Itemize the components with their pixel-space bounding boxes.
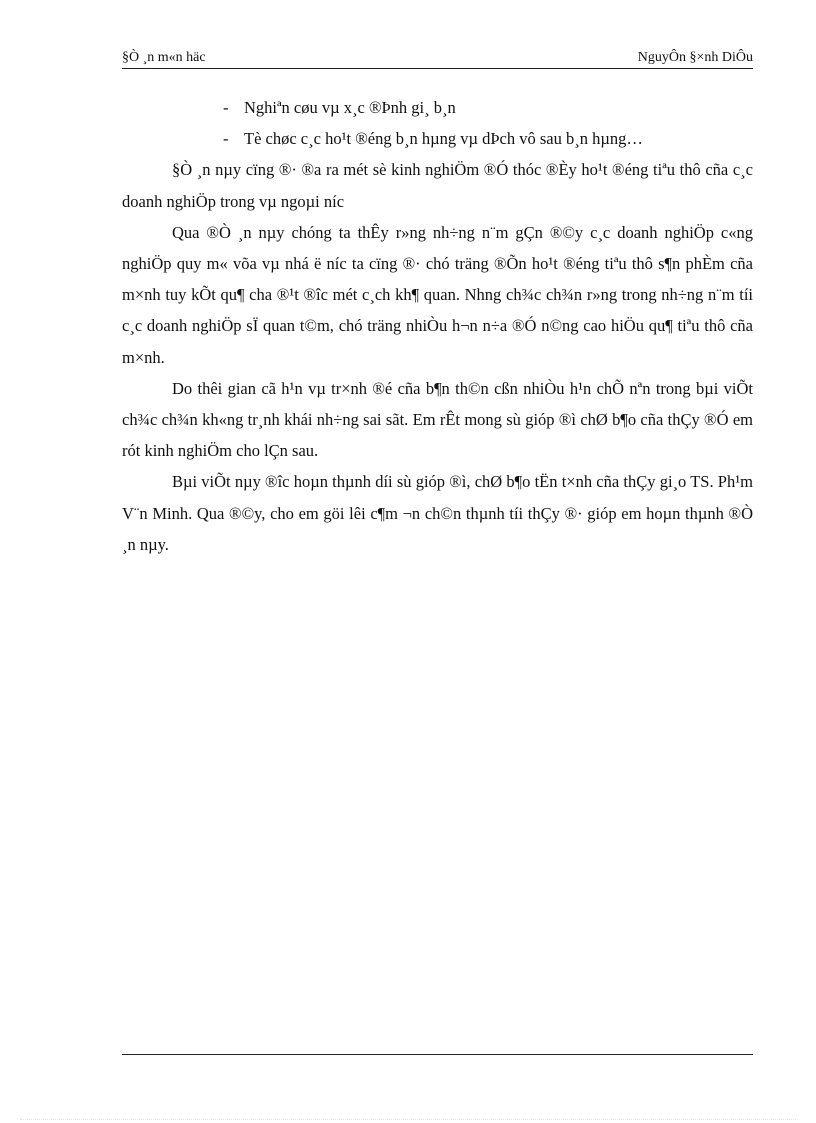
footer-rule [122, 1054, 753, 1055]
document-body [122, 92, 753, 560]
bullet-item [122, 123, 753, 154]
bullet-text: Nghiªn cøu vµ x¸c ®Þnh gi¸ b¸n [244, 98, 456, 117]
bullet-item [122, 92, 753, 123]
paragraph: Do thêi gian cã h¹n vµ tr×nh ®é cña b¶n th©n cßn nhiÒu h¹n chÕ nªn trong bµi viÕt ch¾c ch¾n kh«ng tr¸nh khái nh÷ng sai sãt. Em rÊt mong sù gióp ®ì chØ b¶o cña thÇy ®Ó em rót kinh nghiÖm cho lÇn sau. [122, 378, 753, 461]
header-author-name: NguyÔn §×nh DiÔu [637, 50, 753, 65]
bullet-text: Tè chøc c¸c ho¹t ®éng b¸n hµng vµ dÞch vô sau b¸n hµng… [244, 129, 643, 149]
paragraph: Qua ®Ò ¸n nµy chóng ta thÊy r»ng nh÷ng n¨m gÇn ®©y c¸c doanh nghiÖp c«ng nghiÖp quy m« võa vµ nhá ë níc ta cïng ®· chó träng ®Õn ho¹t ®éng tiªu thô s¶n phÈm cña m×nh tuy kÕt qu¶ cha ®¹t ®îc mét c¸ch kh¶ quan. Nhng ch¾c ch¾n r»ng trong nh÷ng n¨m tíi c¸c doanh nghiÖp sÏ quan t©m, chó träng nhiÒu h¬n n÷a ®Ó n©ng cao hiÖu qu¶ tiªu thô cña m×nh. [122, 222, 753, 367]
paragraph: §Ò ¸n nµy cïng ®· ®a ra mét sè kinh nghiÖm ®Ó thóc ®Èy ho¹t ®éng tiªu thô cña c¸c doanh nghiÖp trong vµ ngoµi níc [122, 160, 753, 211]
header-rule [122, 68, 753, 69]
paragraph: Bµi viÕt nµy ®îc hoµn thµnh díi sù gióp ®ì, chØ b¶o tËn t×nh cña thÇy gi¸o TS. Ph¹m V¨n Minh. Qua ®©y, cho em göi lêi c¶m ¬n ch©n thµnh tíi thÇy ®· gióp em hoµn thµnh ®Ò ¸n nµy. [122, 472, 753, 554]
page-header [122, 50, 753, 70]
bullet-dash: - [223, 98, 229, 117]
page-edge-divider [20, 1119, 796, 1120]
header-document-type: §Ò ¸n m«n häc [122, 50, 206, 65]
bullet-dash: - [223, 129, 229, 149]
